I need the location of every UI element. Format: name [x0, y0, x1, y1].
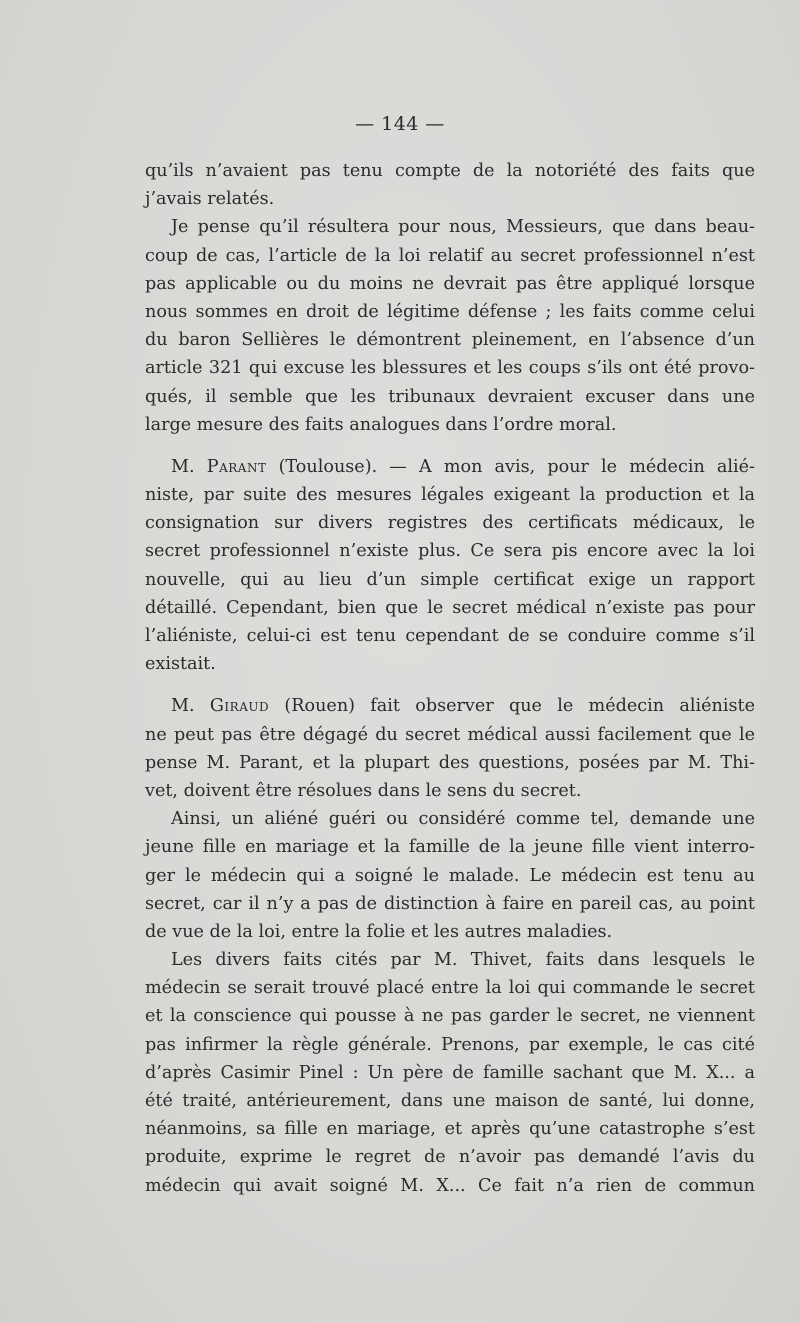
text-line: nous sommes en droit de légitime défense ; les faits comme celui	[145, 301, 755, 322]
text-line: pas applicable ou du moins ne devrait pas être appliqué lorsque	[145, 273, 755, 294]
text-line: ger le médecin qui a soigné le malade. Le médecin est tenu au	[145, 865, 755, 886]
text-line	[145, 692, 755, 720]
text-line: ne peut pas être dégagé du secret médical aussi facilement que le	[145, 724, 755, 745]
paragraph	[145, 453, 755, 679]
text-line: médecin se serait trouvé placé entre la loi qui commande le secret	[145, 978, 755, 999]
text-line: pas infirmer la règle générale. Prenons, par exemple, le cas cité	[145, 1034, 755, 1055]
text-line: Les divers faits cités par M. Thivet, faits dans lesquels le	[171, 950, 755, 971]
text-line: large mesure des faits analogues dans l’ordre moral.	[145, 414, 617, 435]
text-line: consignation sur divers registres des certificats médicaux, le	[145, 513, 755, 534]
text-line	[145, 453, 755, 481]
text-line: article 321 qui excuse les blessures et les coups s’ils ont été provo-	[145, 358, 755, 379]
body-text	[145, 157, 755, 1200]
text-line: nouvelle, qui au lieu d’un simple certificat exige un rapport	[145, 569, 755, 590]
paragraph	[145, 946, 755, 1200]
text-line: secret professionnel n’existe plus. Ce sera pis encore avec la loi	[145, 541, 755, 562]
speaker-name: Giraud	[209, 696, 270, 717]
paragraph	[145, 213, 755, 439]
speaker-prefix: M.	[171, 456, 207, 477]
text-line: existait.	[145, 654, 216, 675]
text-line: de vue de la loi, entre la folie et les autres maladies.	[145, 921, 613, 942]
text-line: l’aliéniste, celui-ci est tenu cependant de se conduire comme s’il	[145, 626, 755, 646]
text-line: pense M. Parant, et la plupart des questions, posées par M. Thi-	[145, 752, 755, 773]
text-line: qués, il semble que les tribunaux devraient excuser dans une	[145, 386, 755, 407]
page-number: — 144 —	[355, 113, 445, 135]
text-line: niste, par suite des mesures légales exigeant la production et la	[145, 485, 755, 506]
text-line: médecin qui avait soigné M. X... Ce fait n’a rien de commun	[145, 1175, 755, 1196]
text-line: d’après Casimir Pinel : Un père de famille sachant que M. X... a	[145, 1062, 755, 1083]
text-line: coup de cas, l’article de la loi relatif au secret professionnel n’est	[145, 245, 755, 266]
text-line: été traité, antérieurement, dans une maison de santé, lui donne,	[145, 1091, 755, 1111]
text-line: du baron Sellières le démontrent pleinement, en l’absence d’un	[145, 330, 755, 351]
text-line: jeune fille en mariage et la famille de la jeune fille vient interro-	[145, 837, 755, 858]
text-line: produite, exprime le regret de n’avoir pas demandé l’avis du	[145, 1147, 755, 1168]
speaker-line-text: (Toulouse). — A mon avis, pour le médecin alié-	[266, 456, 755, 477]
paragraph	[145, 692, 755, 805]
text-line: vet, doivent être résolues dans le sens du secret.	[145, 780, 582, 801]
speaker-prefix: M.	[171, 696, 210, 717]
text-line: Ainsi, un aliéné guéri ou considéré comme tel, demande une	[171, 809, 755, 830]
text-line: néanmoins, sa fille en mariage, et après qu’une catastrophe s’est	[145, 1119, 755, 1140]
text-line: qu’ils n’avaient pas tenu compte de la notoriété des faits que	[145, 161, 755, 181]
text-line: détaillé. Cependant, bien que le secret médical n’existe pas pour	[145, 597, 755, 618]
text-line: secret, car il n’y a pas de distinction à faire en pareil cas, au point	[145, 893, 755, 914]
text-line: Je pense qu’il résultera pour nous, Messieurs, que dans beau-	[171, 217, 755, 238]
speaker-name: Parant	[206, 456, 267, 477]
paragraph	[145, 805, 755, 946]
speaker-line-text: (Rouen) fait observer que le médecin aliéniste	[269, 696, 755, 717]
text-line: j’avais relatés.	[145, 189, 275, 210]
paragraph	[145, 157, 755, 213]
text-line: et la conscience qui pousse à ne pas garder le secret, ne viennent	[145, 1006, 755, 1027]
